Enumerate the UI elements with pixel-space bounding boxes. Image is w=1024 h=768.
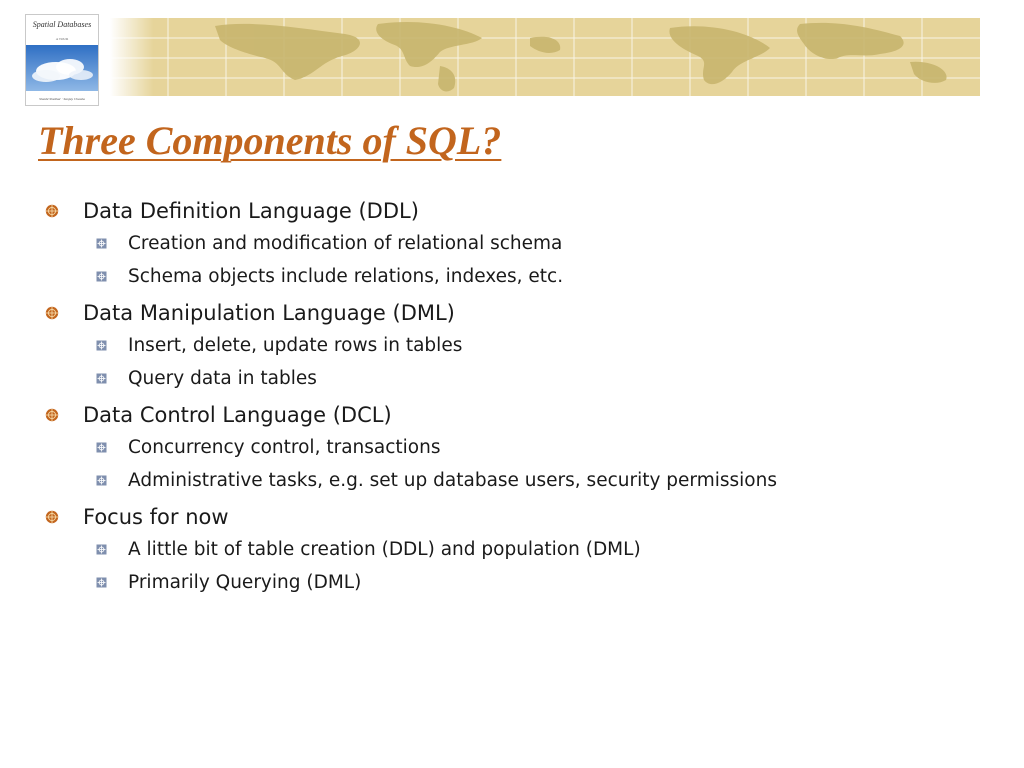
bullet-square-icon	[96, 577, 107, 588]
book-cover-subtitle: A TOUR	[55, 37, 69, 41]
bullet-circle-icon	[45, 510, 59, 524]
sub-bullet-text: Administrative tasks, e.g. set up database users, security permissions	[128, 470, 777, 491]
sub-bullet-text: Insert, delete, update rows in tables	[128, 335, 463, 356]
bullet-square-icon	[96, 544, 107, 555]
book-cover-authors: Shashi Shekhar · Sanjay Chawla	[39, 97, 85, 101]
bullet-text: Focus for now	[83, 505, 229, 529]
bullet-text: Data Manipulation Language (DML)	[83, 301, 455, 325]
sub-bullet-text: Primarily Querying (DML)	[128, 572, 362, 593]
sub-bullet-text: Query data in tables	[128, 368, 317, 389]
bullet-square-icon	[96, 238, 107, 249]
bullet-circle-icon	[45, 204, 59, 218]
bullet-circle-icon	[45, 408, 59, 422]
sub-bullet-text: Schema objects include relations, indexes, etc.	[128, 266, 564, 287]
bullet-circle-icon	[45, 306, 59, 320]
sub-bullet-text: A little bit of table creation (DDL) and population (DML)	[128, 539, 641, 560]
slide-title: Three Components of SQL?	[38, 118, 502, 163]
bullet-square-icon	[96, 475, 107, 486]
book-cover-image	[25, 14, 99, 106]
bullet-text: Data Control Language (DCL)	[83, 403, 392, 427]
sub-bullet-text: Concurrency control, transactions	[128, 437, 441, 458]
bullet-square-icon	[96, 340, 107, 351]
world-map-banner	[110, 18, 980, 96]
bullet-square-icon	[96, 373, 107, 384]
sub-bullet-text: Creation and modification of relational schema	[128, 233, 563, 254]
bullet-square-icon	[96, 271, 107, 282]
cloud-sky-illustration	[26, 45, 98, 91]
bullet-square-icon	[96, 442, 107, 453]
book-cover-title: Spatial Databases	[32, 20, 92, 29]
bullet-text: Data Definition Language (DDL)	[83, 199, 419, 223]
